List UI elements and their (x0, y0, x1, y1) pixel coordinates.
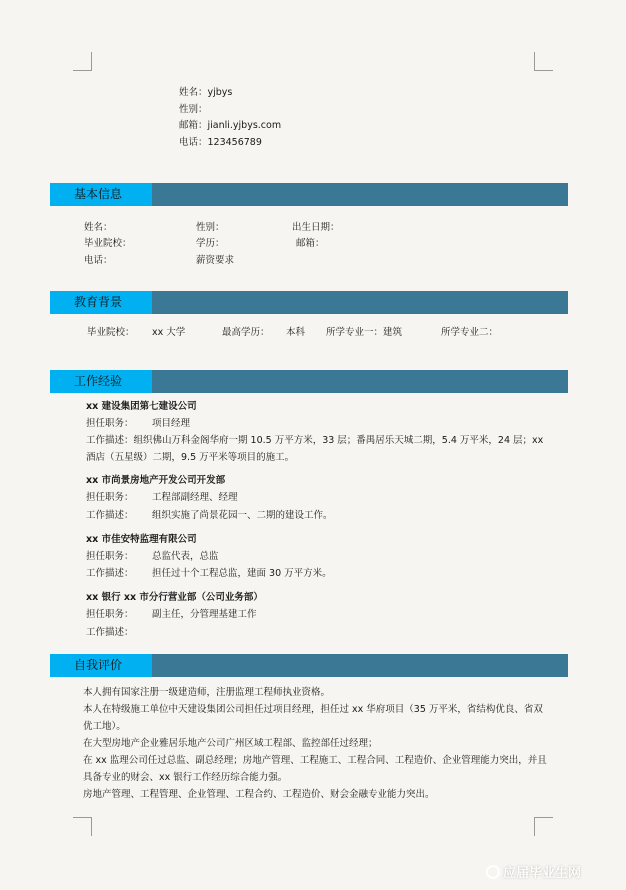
edu-major-one: 所学专业一：建筑 (326, 327, 403, 338)
job-position-value: 副主任，分管理基建工作 (152, 609, 257, 620)
job-position-value: 项目经理 (152, 418, 191, 429)
basic-phone-label: 电话： (84, 255, 113, 266)
self-eval-line: 在大型房地产企业雅居乐地产公司广州区域工程部、监控部任过经理； (83, 738, 378, 749)
job-company: xx 市尚景房地产开发公司开发部 (86, 475, 226, 486)
self-eval-line: 在 xx 监理公司任过总监、副总经理；房地产管理、工程施工、工程合同、工程造价、企业管理能力突出，并且具备专业的财会、xx 银行工作经历综合能力强。 (83, 755, 547, 783)
edu-degree-label: 最高学历： (222, 327, 270, 338)
job-company: xx 市佳安特监理有限公司 (86, 534, 197, 545)
job-position-value: 总监代表，总监 (152, 551, 219, 562)
self-eval-line: 本人拥有国家注册一级建造师，注册监理工程师执业资格。 (83, 687, 331, 698)
section-bar-self-eval (50, 654, 568, 677)
watermark-logo (486, 862, 581, 881)
header-name: 姓名：yjbys (179, 87, 233, 98)
section-bar-education (50, 291, 568, 314)
header-info (179, 85, 281, 151)
basic-salary-label: 薪资要求 (196, 255, 235, 266)
section-bar-basic-info (50, 183, 568, 206)
edu-school-value: xx 大学 (152, 327, 186, 338)
section-title-basic-info: 基本信息 (50, 183, 152, 206)
basic-email-label: 邮箱： (296, 238, 325, 249)
job-desc-value: 担任过十个工程总监，建面 30 万平方米。 (152, 568, 332, 579)
job-position-label: 担任职务： (86, 609, 134, 620)
job-desc-label: 工作描述： (86, 568, 134, 579)
corner-mark-bottom-left (73, 817, 92, 836)
section-bar-work (50, 370, 568, 393)
corner-mark-top-right (534, 52, 553, 71)
job-desc-value: 组织实施了尚景花园一、二期的建设工作。 (152, 510, 333, 521)
section-title-self-eval: 自我评价 (50, 654, 152, 677)
edu-school-label: 毕业院校： (87, 327, 135, 338)
job-position-label: 担任职务： (86, 418, 134, 429)
job-company: xx 银行 xx 市分行营业部（公司业务部） (86, 592, 263, 603)
header-phone: 电话：123456789 (179, 136, 262, 148)
job-position-value: 工程部副经理、经理 (152, 492, 238, 503)
job-desc-line: 酒店（五星级）二期，9.5 万平米等项目的施工。 (86, 452, 295, 463)
basic-school-label: 毕业院校： (84, 238, 132, 249)
watermark-text: 应届毕业生网 (503, 866, 582, 881)
corner-mark-bottom-right (534, 817, 553, 836)
edu-major-two: 所学专业二： (441, 327, 499, 338)
self-eval-line: 本人在特级施工单位中天建设集团公司担任过项目经理，担任过 xx 华府项目（35 万平米，省结构优良、省双优工地）。 (83, 704, 543, 732)
job-desc-label: 工作描述： (86, 627, 134, 638)
self-eval-line: 房地产管理、工程管理、企业管理、工程合约、工程造价、财会金融专业能力突出。 (83, 789, 435, 800)
edu-degree-value: 本科 (286, 327, 306, 338)
section-title-work: 工作经验 (50, 370, 152, 393)
basic-gender-label: 性别： (196, 222, 225, 233)
basic-degree-label: 学历： (196, 238, 225, 249)
header-email: 邮箱：jianli.yjbys.com (179, 120, 282, 131)
self-eval-text (83, 684, 551, 803)
basic-name-label: 姓名： (84, 222, 113, 233)
job-desc-label: 工作描述： (86, 510, 134, 521)
header-gender: 性别： (179, 103, 208, 115)
job-desc-line: 工作描述：组织佛山万科金阁华府一期 10.5 万平方米，33 层；番禺居乐天城二期，5.4 万平米，24 层；xx (86, 435, 544, 446)
section-title-education: 教育背景 (50, 291, 152, 314)
corner-mark-top-left (73, 52, 92, 71)
watermark-circle-icon (486, 865, 500, 879)
basic-birth-label: 出生日期： (292, 222, 340, 233)
job-company: xx 建设集团第七建设公司 (86, 401, 197, 412)
job-position-label: 担任职务： (86, 492, 134, 503)
job-position-label: 担任职务： (86, 551, 134, 562)
